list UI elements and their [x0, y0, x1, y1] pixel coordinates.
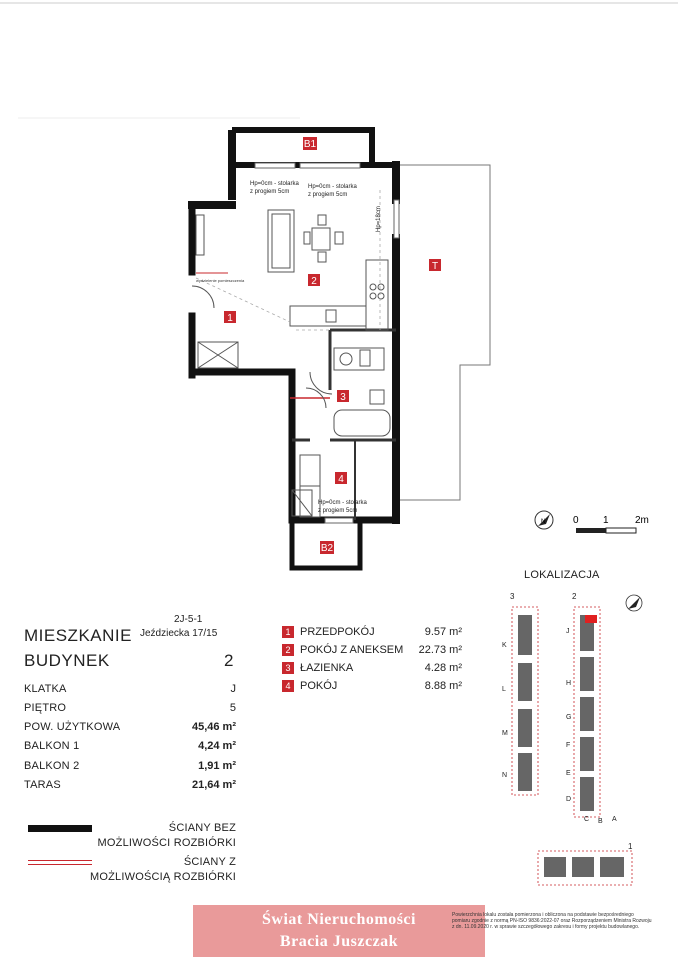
room-name: ŁAZIENKA — [300, 662, 354, 674]
brand-watermark — [193, 905, 485, 957]
compass-icon — [535, 511, 553, 529]
svg-text:B: B — [598, 818, 603, 825]
label-b1: B1 — [303, 139, 317, 150]
klatka-value: J — [230, 683, 236, 695]
lokalizacja-title: LOKALIZACJA — [524, 569, 600, 581]
svg-text:1: 1 — [628, 842, 633, 851]
svg-text:0: 0 — [573, 515, 579, 526]
legend-removable-1: ŚCIANY Z — [183, 856, 236, 868]
note-odsp: wydzielenie pomieszczenia — [196, 278, 245, 283]
room-number-badge: 3 — [282, 662, 294, 674]
svg-text:C: C — [584, 816, 590, 823]
svg-text:N: N — [502, 772, 508, 779]
legend-removable-wall-swatch — [28, 860, 92, 861]
label-room-3: 3 — [340, 392, 346, 403]
room-number-badge: 1 — [282, 626, 294, 638]
svg-text:A: A — [612, 816, 617, 823]
note-hp-4: Hp=0cm - stolarka z progiem 5cm — [318, 500, 367, 514]
budynek-value: 2 — [224, 651, 234, 670]
note-hp-3: Hp=18cm — [376, 206, 382, 232]
address: Jeździecka 17/15 — [140, 628, 218, 639]
legend-fixed-wall-swatch — [28, 825, 92, 832]
apartment-code: 2J-5-1 — [174, 614, 203, 625]
note-hp-2: Hp=0cm - stolarka z progiem 5cm — [308, 184, 357, 198]
room-name: POKÓJ — [300, 680, 338, 692]
room-area: 22.73 m² — [418, 644, 462, 656]
legend-fixed-2: MOŻLIWOŚCI ROZBIÓRKI — [97, 837, 236, 849]
budynek-label: BUDYNEK — [24, 651, 110, 670]
svg-text:G: G — [566, 714, 572, 721]
svg-text:J: J — [566, 628, 570, 635]
balkon1-label: BALKON 1 — [24, 740, 80, 752]
legend-fixed-1: ŚCIANY BEZ — [168, 822, 236, 834]
location-compass-icon — [626, 595, 642, 611]
balkon1-value: 4,24 m² — [198, 740, 236, 752]
balkon2-label: BALKON 2 — [24, 760, 80, 772]
room-area: 9.57 m² — [424, 626, 462, 638]
brand-line-2: Bracia Juszczak — [279, 933, 399, 950]
room-row — [282, 624, 375, 640]
room-name: PRZEDPOKÓJ — [300, 626, 375, 638]
label-t: T — [431, 261, 439, 272]
svg-text:K: K — [502, 642, 507, 649]
pow-uzytkowa-label: POW. UŻYTKOWA — [24, 721, 121, 733]
balcony-b1-outline — [232, 130, 372, 165]
pietro-label: PIĘTRO — [24, 702, 67, 714]
room-row — [282, 678, 337, 694]
svg-text:1: 1 — [603, 515, 609, 526]
svg-text:E: E — [566, 770, 571, 777]
terrace-outline — [392, 165, 490, 500]
label-room-1: 1 — [227, 313, 233, 324]
taras-value: 21,64 m² — [191, 779, 236, 791]
room-area: 8.88 m² — [424, 680, 462, 692]
mieszkanie-label: MIESZKANIE — [24, 626, 132, 645]
note-hp-1: Hp=0cm - stolarka z progiem 5cm — [250, 181, 299, 195]
balkon2-value: 1,91 m² — [198, 760, 236, 772]
svg-text:L: L — [502, 686, 506, 693]
location-highlight — [585, 615, 597, 623]
svg-text:M: M — [502, 730, 508, 737]
room-name: POKÓJ Z ANEKSEM — [300, 644, 404, 656]
room-number-badge: 2 — [282, 644, 294, 656]
footnote: Powierzchnia lokalu została pomierzona i obliczona na podstawie bezpośredniego pomiaru zgodnie z normą PN-ISO 9836:2022-07 oraz Rozporządzeniem Ministra Rozwoju z dn. 11.09.2020 r. w sprawie szczegółowego zakresu i formy projektu budowlanego. — [452, 912, 652, 930]
svg-text:N: N — [541, 519, 546, 525]
svg-text:F: F — [566, 742, 571, 749]
klatka-label: KLATKA — [24, 683, 67, 695]
svg-text:D: D — [566, 796, 572, 803]
room-row — [282, 642, 403, 658]
svg-text:3: 3 — [510, 592, 515, 601]
pietro-value: 5 — [229, 702, 236, 714]
label-room-4: 4 — [338, 474, 344, 485]
pow-uzytkowa-value: 45,46 m² — [191, 721, 236, 733]
room-number-badge: 4 — [282, 680, 294, 692]
room-row — [282, 660, 353, 676]
legend-removable-wall-swatch-2 — [28, 864, 92, 865]
svg-text:2: 2 — [572, 592, 577, 601]
brand-line-1: Świat Nieruchomości — [262, 911, 416, 928]
label-b2: B2 — [320, 543, 334, 554]
svg-text:H: H — [566, 680, 572, 687]
svg-text:2m: 2m — [635, 515, 649, 526]
location-map — [490, 585, 670, 895]
label-room-2: 2 — [311, 276, 317, 287]
room-area: 4.28 m² — [424, 662, 462, 674]
legend-removable-2: MOŻLIWOŚCIĄ ROZBIÓRKI — [90, 871, 236, 883]
scale-bar — [573, 515, 649, 533]
taras-label: TARAS — [24, 779, 61, 791]
